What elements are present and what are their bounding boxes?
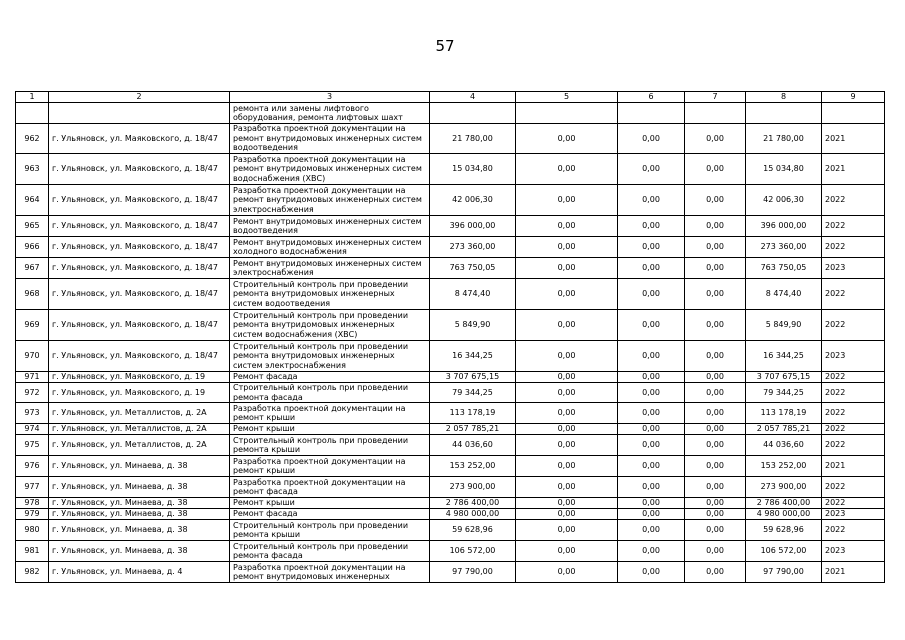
address-cell: г. Ульяновск, ул. Маяковского, д. 18/47 bbox=[49, 154, 230, 185]
budget-cell: 0,00 bbox=[618, 541, 685, 562]
year-cell: 2022 bbox=[822, 477, 885, 498]
other-source-cell: 0,00 bbox=[685, 216, 746, 237]
column-header: 7 bbox=[685, 92, 746, 103]
other-source-cell: 0,00 bbox=[685, 258, 746, 279]
table-row bbox=[16, 477, 885, 498]
row-number-cell: 966 bbox=[16, 237, 49, 258]
total-cost-cell: 44 036,60 bbox=[430, 435, 516, 456]
row-number-cell: 963 bbox=[16, 154, 49, 185]
total-cost-cell: 273 360,00 bbox=[430, 237, 516, 258]
other-source-cell: 0,00 bbox=[685, 237, 746, 258]
other-source-cell: 0,00 bbox=[685, 154, 746, 185]
other-source-cell: 0,00 bbox=[685, 341, 746, 372]
table-row bbox=[16, 424, 885, 435]
other-source-cell: 0,00 bbox=[685, 424, 746, 435]
row-number-cell: 974 bbox=[16, 424, 49, 435]
address-cell: г. Ульяновск, ул. Маяковского, д. 18/47 bbox=[49, 258, 230, 279]
row-number-cell: 970 bbox=[16, 341, 49, 372]
other-source-cell: 0,00 bbox=[685, 403, 746, 424]
address-cell: г. Ульяновск, ул. Маяковского, д. 18/47 bbox=[49, 185, 230, 216]
row-number-cell bbox=[16, 103, 49, 124]
fund-cell: 0,00 bbox=[516, 341, 618, 372]
total-cost-cell: 4 980 000,00 bbox=[430, 509, 516, 520]
year-cell: 2022 bbox=[822, 520, 885, 541]
column-header: 1 bbox=[16, 92, 49, 103]
table-row bbox=[16, 216, 885, 237]
work-type-cell: Разработка проектной документации на ремонт фасада bbox=[230, 477, 430, 498]
table-body bbox=[16, 103, 885, 583]
table-row bbox=[16, 341, 885, 372]
column-header: 3 bbox=[230, 92, 430, 103]
year-cell: 2022 bbox=[822, 216, 885, 237]
table-row bbox=[16, 541, 885, 562]
column-header: 5 bbox=[516, 92, 618, 103]
owner-funds-cell: 3 707 675,15 bbox=[746, 372, 822, 383]
fund-cell bbox=[516, 103, 618, 124]
year-cell: 2022 bbox=[822, 498, 885, 509]
work-type-cell: Ремонт крыши bbox=[230, 498, 430, 509]
year-cell: 2023 bbox=[822, 258, 885, 279]
fund-cell: 0,00 bbox=[516, 456, 618, 477]
owner-funds-cell: 42 006,30 bbox=[746, 185, 822, 216]
row-number-cell: 975 bbox=[16, 435, 49, 456]
fund-cell: 0,00 bbox=[516, 279, 618, 310]
fund-cell: 0,00 bbox=[516, 216, 618, 237]
year-cell: 2022 bbox=[822, 403, 885, 424]
owner-funds-cell: 79 344,25 bbox=[746, 383, 822, 403]
column-header: 8 bbox=[746, 92, 822, 103]
fund-cell: 0,00 bbox=[516, 541, 618, 562]
total-cost-cell: 21 780,00 bbox=[430, 124, 516, 154]
budget-cell: 0,00 bbox=[618, 237, 685, 258]
row-number-cell: 976 bbox=[16, 456, 49, 477]
address-cell: г. Ульяновск, ул. Маяковского, д. 19 bbox=[49, 372, 230, 383]
table-row bbox=[16, 456, 885, 477]
year-cell: 2022 bbox=[822, 383, 885, 403]
year-cell: 2022 bbox=[822, 279, 885, 310]
total-cost-cell: 273 900,00 bbox=[430, 477, 516, 498]
other-source-cell: 0,00 bbox=[685, 520, 746, 541]
row-number-cell: 972 bbox=[16, 383, 49, 403]
owner-funds-cell: 15 034,80 bbox=[746, 154, 822, 185]
total-cost-cell: 97 790,00 bbox=[430, 562, 516, 583]
budget-cell: 0,00 bbox=[618, 341, 685, 372]
total-cost-cell: 106 572,00 bbox=[430, 541, 516, 562]
owner-funds-cell: 97 790,00 bbox=[746, 562, 822, 583]
total-cost-cell: 59 628,96 bbox=[430, 520, 516, 541]
year-cell: 2022 bbox=[822, 185, 885, 216]
address-cell: г. Ульяновск, ул. Маяковского, д. 18/47 bbox=[49, 310, 230, 341]
budget-cell: 0,00 bbox=[618, 185, 685, 216]
year-cell: 2022 bbox=[822, 237, 885, 258]
total-cost-cell bbox=[430, 103, 516, 124]
total-cost-cell: 113 178,19 bbox=[430, 403, 516, 424]
total-cost-cell: 15 034,80 bbox=[430, 154, 516, 185]
row-number-cell: 977 bbox=[16, 477, 49, 498]
row-number-cell: 962 bbox=[16, 124, 49, 154]
owner-funds-cell: 396 000,00 bbox=[746, 216, 822, 237]
address-cell: г. Ульяновск, ул. Металлистов, д. 2А bbox=[49, 424, 230, 435]
fund-cell: 0,00 bbox=[516, 237, 618, 258]
table-row bbox=[16, 258, 885, 279]
total-cost-cell: 2 786 400,00 bbox=[430, 498, 516, 509]
work-type-cell: Ремонт внутридомовых инженерных систем электроснабжения bbox=[230, 258, 430, 279]
total-cost-cell: 5 849,90 bbox=[430, 310, 516, 341]
other-source-cell: 0,00 bbox=[685, 310, 746, 341]
table-row bbox=[16, 154, 885, 185]
table-row bbox=[16, 520, 885, 541]
work-type-cell: Строительный контроль при проведении ремонта фасада bbox=[230, 383, 430, 403]
address-cell: г. Ульяновск, ул. Маяковского, д. 18/47 bbox=[49, 237, 230, 258]
fund-cell: 0,00 bbox=[516, 310, 618, 341]
row-number-cell: 964 bbox=[16, 185, 49, 216]
column-header: 9 bbox=[822, 92, 885, 103]
table-row bbox=[16, 279, 885, 310]
repair-program-table bbox=[15, 91, 885, 583]
owner-funds-cell: 44 036,60 bbox=[746, 435, 822, 456]
address-cell: г. Ульяновск, ул. Минаева, д. 38 bbox=[49, 541, 230, 562]
year-cell: 2023 bbox=[822, 341, 885, 372]
budget-cell: 0,00 bbox=[618, 456, 685, 477]
row-number-cell: 981 bbox=[16, 541, 49, 562]
budget-cell: 0,00 bbox=[618, 424, 685, 435]
table-row bbox=[16, 124, 885, 154]
fund-cell: 0,00 bbox=[516, 520, 618, 541]
work-type-cell: Ремонт крыши bbox=[230, 424, 430, 435]
address-cell: г. Ульяновск, ул. Минаева, д. 38 bbox=[49, 520, 230, 541]
row-number-cell: 969 bbox=[16, 310, 49, 341]
other-source-cell: 0,00 bbox=[685, 435, 746, 456]
work-type-cell: Строительный контроль при проведении ремонта внутридомовых инженерных систем водоснабжения (ХВС) bbox=[230, 310, 430, 341]
total-cost-cell: 2 057 785,21 bbox=[430, 424, 516, 435]
year-cell: 2022 bbox=[822, 310, 885, 341]
other-source-cell: 0,00 bbox=[685, 456, 746, 477]
owner-funds-cell bbox=[746, 103, 822, 124]
address-cell: г. Ульяновск, ул. Минаева, д. 38 bbox=[49, 509, 230, 520]
column-header: 2 bbox=[49, 92, 230, 103]
address-cell: г. Ульяновск, ул. Маяковского, д. 18/47 bbox=[49, 279, 230, 310]
owner-funds-cell: 113 178,19 bbox=[746, 403, 822, 424]
year-cell: 2021 bbox=[822, 456, 885, 477]
work-type-cell: Строительный контроль при проведении ремонта крыши bbox=[230, 520, 430, 541]
other-source-cell: 0,00 bbox=[685, 279, 746, 310]
row-number-cell: 982 bbox=[16, 562, 49, 583]
owner-funds-cell: 153 252,00 bbox=[746, 456, 822, 477]
other-source-cell: 0,00 bbox=[685, 562, 746, 583]
owner-funds-cell: 59 628,96 bbox=[746, 520, 822, 541]
year-cell: 2023 bbox=[822, 509, 885, 520]
address-cell: г. Ульяновск, ул. Минаева, д. 38 bbox=[49, 498, 230, 509]
total-cost-cell: 153 252,00 bbox=[430, 456, 516, 477]
fund-cell: 0,00 bbox=[516, 383, 618, 403]
other-source-cell: 0,00 bbox=[685, 541, 746, 562]
fund-cell: 0,00 bbox=[516, 403, 618, 424]
table-row bbox=[16, 498, 885, 509]
other-source-cell: 0,00 bbox=[685, 509, 746, 520]
table-row bbox=[16, 403, 885, 424]
budget-cell bbox=[618, 103, 685, 124]
other-source-cell: 0,00 bbox=[685, 477, 746, 498]
fund-cell: 0,00 bbox=[516, 258, 618, 279]
row-number-cell: 979 bbox=[16, 509, 49, 520]
table-row bbox=[16, 383, 885, 403]
work-type-cell: Разработка проектной документации на ремонт внутридомовых инженерных систем водоотведения bbox=[230, 124, 430, 154]
other-source-cell: 0,00 bbox=[685, 372, 746, 383]
year-cell: 2023 bbox=[822, 541, 885, 562]
total-cost-cell: 8 474,40 bbox=[430, 279, 516, 310]
fund-cell: 0,00 bbox=[516, 124, 618, 154]
column-header: 4 bbox=[430, 92, 516, 103]
work-type-cell: Строительный контроль при проведении ремонта внутридомовых инженерных систем водоотведения bbox=[230, 279, 430, 310]
budget-cell: 0,00 bbox=[618, 509, 685, 520]
fund-cell: 0,00 bbox=[516, 372, 618, 383]
work-type-cell: Разработка проектной документации на ремонт внутридомовых инженерных систем водоснабжения (ХВС) bbox=[230, 154, 430, 185]
owner-funds-cell: 2 057 785,21 bbox=[746, 424, 822, 435]
other-source-cell: 0,00 bbox=[685, 124, 746, 154]
table-row bbox=[16, 185, 885, 216]
owner-funds-cell: 273 360,00 bbox=[746, 237, 822, 258]
budget-cell: 0,00 bbox=[618, 562, 685, 583]
budget-cell: 0,00 bbox=[618, 498, 685, 509]
total-cost-cell: 3 707 675,15 bbox=[430, 372, 516, 383]
budget-cell: 0,00 bbox=[618, 435, 685, 456]
column-header: 6 bbox=[618, 92, 685, 103]
owner-funds-cell: 273 900,00 bbox=[746, 477, 822, 498]
row-number-cell: 967 bbox=[16, 258, 49, 279]
row-number-cell: 971 bbox=[16, 372, 49, 383]
address-cell: г. Ульяновск, ул. Металлистов, д. 2А bbox=[49, 403, 230, 424]
continuation-row bbox=[16, 103, 885, 124]
budget-cell: 0,00 bbox=[618, 258, 685, 279]
work-type-cell: Разработка проектной документации на ремонт внутридомовых инженерных bbox=[230, 562, 430, 583]
table-row bbox=[16, 435, 885, 456]
budget-cell: 0,00 bbox=[618, 383, 685, 403]
work-type-cell: Ремонт внутридомовых инженерных систем холодного водоснабжения bbox=[230, 237, 430, 258]
year-cell: 2022 bbox=[822, 424, 885, 435]
total-cost-cell: 16 344,25 bbox=[430, 341, 516, 372]
address-cell: г. Ульяновск, ул. Минаева, д. 38 bbox=[49, 456, 230, 477]
owner-funds-cell: 16 344,25 bbox=[746, 341, 822, 372]
address-cell: г. Ульяновск, ул. Маяковского, д. 19 bbox=[49, 383, 230, 403]
table-row bbox=[16, 372, 885, 383]
fund-cell: 0,00 bbox=[516, 509, 618, 520]
work-type-cell: Строительный контроль при проведении ремонта внутридомовых инженерных систем электроснабжения bbox=[230, 341, 430, 372]
budget-cell: 0,00 bbox=[618, 154, 685, 185]
budget-cell: 0,00 bbox=[618, 403, 685, 424]
other-source-cell bbox=[685, 103, 746, 124]
row-number-cell: 973 bbox=[16, 403, 49, 424]
year-cell: 2022 bbox=[822, 372, 885, 383]
row-number-cell: 978 bbox=[16, 498, 49, 509]
address-cell bbox=[49, 103, 230, 124]
owner-funds-cell: 8 474,40 bbox=[746, 279, 822, 310]
budget-cell: 0,00 bbox=[618, 477, 685, 498]
address-cell: г. Ульяновск, ул. Минаева, д. 4 bbox=[49, 562, 230, 583]
budget-cell: 0,00 bbox=[618, 372, 685, 383]
budget-cell: 0,00 bbox=[618, 310, 685, 341]
table-row bbox=[16, 237, 885, 258]
budget-cell: 0,00 bbox=[618, 124, 685, 154]
row-number-cell: 968 bbox=[16, 279, 49, 310]
address-cell: г. Ульяновск, ул. Маяковского, д. 18/47 bbox=[49, 216, 230, 237]
total-cost-cell: 79 344,25 bbox=[430, 383, 516, 403]
fund-cell: 0,00 bbox=[516, 154, 618, 185]
work-type-cell: Разработка проектной документации на ремонт крыши bbox=[230, 456, 430, 477]
work-type-cell: Строительный контроль при проведении ремонта фасада bbox=[230, 541, 430, 562]
year-cell: 2022 bbox=[822, 435, 885, 456]
address-cell: г. Ульяновск, ул. Минаева, д. 38 bbox=[49, 477, 230, 498]
fund-cell: 0,00 bbox=[516, 424, 618, 435]
year-cell bbox=[822, 103, 885, 124]
owner-funds-cell: 4 980 000,00 bbox=[746, 509, 822, 520]
other-source-cell: 0,00 bbox=[685, 383, 746, 403]
row-number-cell: 980 bbox=[16, 520, 49, 541]
total-cost-cell: 396 000,00 bbox=[430, 216, 516, 237]
row-number-cell: 965 bbox=[16, 216, 49, 237]
year-cell: 2021 bbox=[822, 154, 885, 185]
work-type-cell: Строительный контроль при проведении ремонта крыши bbox=[230, 435, 430, 456]
work-type-cell: ремонта или замены лифтового оборудования, ремонта лифтовых шахт bbox=[230, 103, 430, 124]
owner-funds-cell: 5 849,90 bbox=[746, 310, 822, 341]
fund-cell: 0,00 bbox=[516, 498, 618, 509]
total-cost-cell: 763 750,05 bbox=[430, 258, 516, 279]
fund-cell: 0,00 bbox=[516, 477, 618, 498]
work-type-cell: Разработка проектной документации на ремонт крыши bbox=[230, 403, 430, 424]
owner-funds-cell: 21 780,00 bbox=[746, 124, 822, 154]
owner-funds-cell: 106 572,00 bbox=[746, 541, 822, 562]
budget-cell: 0,00 bbox=[618, 279, 685, 310]
other-source-cell: 0,00 bbox=[685, 185, 746, 216]
work-type-cell: Ремонт фасада bbox=[230, 509, 430, 520]
fund-cell: 0,00 bbox=[516, 185, 618, 216]
year-cell: 2021 bbox=[822, 562, 885, 583]
other-source-cell: 0,00 bbox=[685, 498, 746, 509]
address-cell: г. Ульяновск, ул. Маяковского, д. 18/47 bbox=[49, 124, 230, 154]
column-number-row bbox=[16, 92, 885, 103]
year-cell: 2021 bbox=[822, 124, 885, 154]
work-type-cell: Ремонт внутридомовых инженерных систем водоотведения bbox=[230, 216, 430, 237]
total-cost-cell: 42 006,30 bbox=[430, 185, 516, 216]
fund-cell: 0,00 bbox=[516, 435, 618, 456]
table-row bbox=[16, 562, 885, 583]
page-number: 57 bbox=[435, 37, 455, 55]
fund-cell: 0,00 bbox=[516, 562, 618, 583]
address-cell: г. Ульяновск, ул. Маяковского, д. 18/47 bbox=[49, 341, 230, 372]
address-cell: г. Ульяновск, ул. Металлистов, д. 2А bbox=[49, 435, 230, 456]
table-row bbox=[16, 310, 885, 341]
owner-funds-cell: 763 750,05 bbox=[746, 258, 822, 279]
budget-cell: 0,00 bbox=[618, 520, 685, 541]
work-type-cell: Разработка проектной документации на ремонт внутридомовых инженерных систем электроснабжения bbox=[230, 185, 430, 216]
work-type-cell: Ремонт фасада bbox=[230, 372, 430, 383]
budget-cell: 0,00 bbox=[618, 216, 685, 237]
table-row bbox=[16, 509, 885, 520]
owner-funds-cell: 2 786 400,00 bbox=[746, 498, 822, 509]
